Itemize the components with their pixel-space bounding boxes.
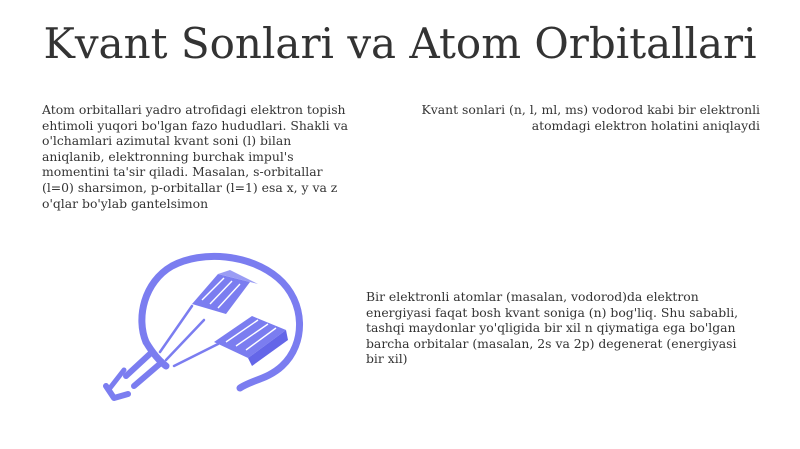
paragraph-orbitals: Atom orbitallari yadro atrofidagi elektron topish ehtimoli yuqori bo'lgan fazo hududlari. Shakli va o'lchamlari azimutal kvant soni (l) bilan aniqlanib, elektronning burchak impul's momentini ta'sir qiladi. Masalan, s-orbitallar (l=0) sharsimon, p-orbitallar (l=1) esa x, y va z o'qlar bo'ylab gantelsimon	[42, 102, 348, 211]
paragraph-quantum-numbers: Kvant sonlari (n, l, ml, ms) vodorod kabi bir elektronli atomdagi elektron holatini aniqlaydi	[421, 102, 760, 133]
lightbulb-book-icon	[100, 248, 310, 408]
slide-title: Kvant Sonlari va Atom Orbitallari	[43, 19, 757, 68]
paragraph-degeneracy: Bir elektronli atomlar (masalan, vodorod)da elektron energiyasi faqat bosh kvant soniga (n) bog'liq. Shu sababli, tashqi maydonlar yo'qligida bir xil n qiymatiga ega bo'lgan barcha orbitalar (masalan, 2s va 2p) degenerat (energiyasi bir xil)	[366, 289, 739, 367]
